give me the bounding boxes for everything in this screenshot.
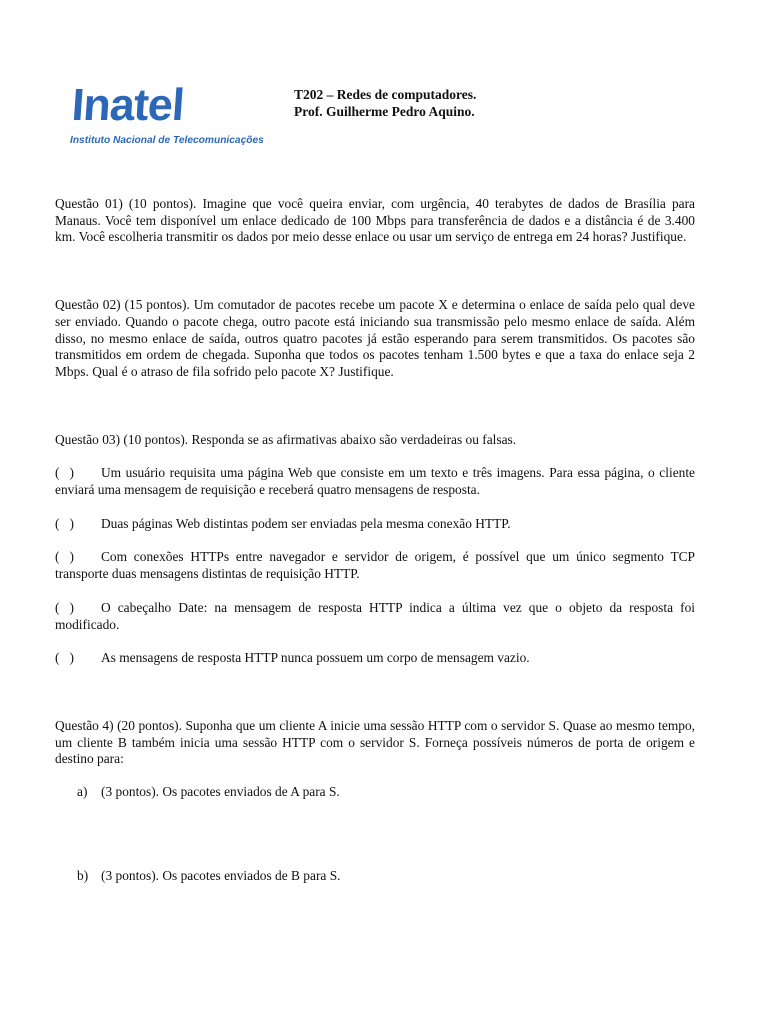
question-03-intro: Questão 03) (10 pontos). Responda se as afirmativas abaixo são verdadeiras ou falsas.	[55, 431, 517, 447]
answer-box[interactable]: ( )	[55, 515, 74, 531]
answer-box[interactable]: ( )	[55, 465, 74, 481]
inatel-logo	[58, 79, 284, 150]
true-false-item	[55, 516, 695, 533]
item-label: b)	[77, 867, 89, 883]
question-04-item-a	[77, 784, 695, 801]
statement-text: Com conexões HTTPs entre navegador e servidor de origem, é possível que um único segmento TCP transporte duas mensagens distintas de requisição HTTP.	[55, 549, 695, 582]
true-false-item	[55, 600, 695, 633]
question-04-item-b	[77, 868, 695, 885]
document-header	[294, 86, 476, 120]
answer-box[interactable]: ( )	[55, 650, 74, 666]
professor-name: Prof. Guilherme Pedro Aquino.	[294, 104, 475, 119]
question-02: Questão 02) (15 pontos). Um comutador de pacotes recebe um pacote X e determina o enlace de saída pelo qual deve ser enviado. Quando o pacote chega, outro pacote está iniciando sua transmissão pelo mesmo enlace de saída. Além disso, no mesmo enlace de saída, outros quatro pacotes já estão esperando para serem transmitidos. Os pacotes são transmitidos em ordem de chegada. Suponha que todos os pacotes tenham 1.500 bytes e que a taxa do enlace seja 2 Mbps. Qual é o atraso de fila sofrido pelo pacote X? Justifique.	[55, 297, 695, 379]
item-label: a)	[77, 784, 88, 800]
item-text: (3 pontos). Os pacotes enviados de B para S.	[101, 867, 341, 883]
logo-wordmark: Inatel	[70, 79, 186, 130]
item-text: (3 pontos). Os pacotes enviados de A para S.	[101, 784, 340, 800]
statement-text: O cabeçalho Date: na mensagem de resposta HTTP indica a última vez que o objeto da resposta foi modificado.	[55, 599, 695, 632]
answer-box[interactable]: ( )	[55, 599, 74, 615]
true-false-item	[55, 650, 695, 667]
statement-text: Duas páginas Web distintas podem ser enviadas pela mesma conexão HTTP.	[101, 515, 511, 531]
exam-content	[55, 196, 695, 884]
course-title: T202 – Redes de computadores.	[294, 87, 477, 102]
true-false-item	[55, 549, 695, 582]
true-false-item	[55, 465, 695, 498]
question-04-intro: Questão 4) (20 pontos). Suponha que um cliente A inicie uma sessão HTTP com o servidor S. Quase ao mesmo tempo, um cliente B também inicia uma sessão HTTP com o servidor S. Forneça possíveis números de porta de origem e destino para:	[55, 717, 695, 767]
answer-box[interactable]: ( )	[55, 549, 74, 565]
statement-text: Um usuário requisita uma página Web que consiste em um texto e três imagens. Para essa página, o cliente enviará uma mensagem de requisição e receberá quatro mensagens de resposta.	[55, 465, 695, 498]
logo-subtitle: Instituto Nacional de Telecomunicações	[70, 135, 264, 146]
question-01: Questão 01) (10 pontos). Imagine que você queira enviar, com urgência, 40 terabytes de dados de Brasília para Manaus. Você tem disponível um enlace dedicado de 100 Mbps para transferência de dados e a distância é de 3.400 km. Você escolheria transmitir os dados por meio desse enlace ou usar um serviço de entrega em 24 horas? Justifique.	[55, 196, 695, 245]
statement-text: As mensagens de resposta HTTP nunca possuem um corpo de mensagem vazio.	[101, 650, 530, 666]
